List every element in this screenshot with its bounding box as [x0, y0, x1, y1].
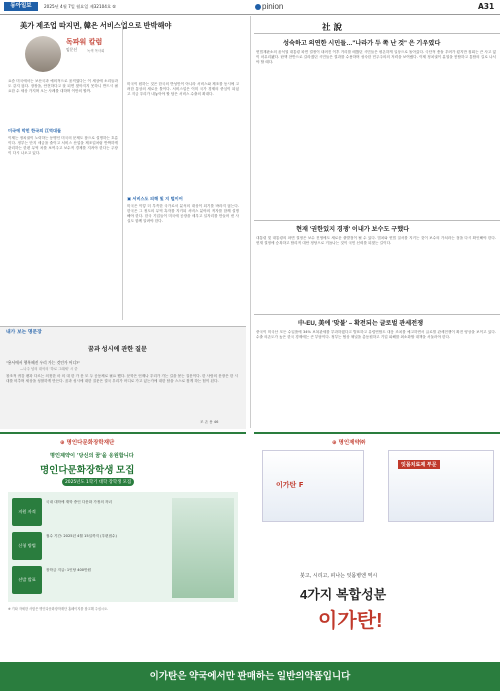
column-body-2: 미국이 원하는 것은 한국의 반성만이 아니라 서비스와 제조를 동시에 고려한 통상의 새로운 틀이다. 서비스업은 이미 국가 경제의 중심이 되었고 지금 우리가 내놓아야 할 답은 서비스 수출의 확대다.: [127, 82, 239, 96]
editorial-1-body: 헌법재판소의 윤석열 대통령 파면 결정이 내려진 이후 거리를 메웠던 시민들은 평온하게 일상으로 돌아갔다. 극단적 충돌 우려가 컸지만 집회는 큰 사고 없이 마무리됐다. 탄핵 찬반으로 갈라졌던 시민들은 결과를 수용하며 성숙한 민주주의의 저력을 보여줬다. 이제 정치권이 분열을 봉합하고 통합의 길로 나서야 할 때다.: [256, 50, 496, 64]
editorial-2-title: 현재 '권한있지 경쟁' 이내가 보수도 구했다: [296, 226, 410, 233]
scholarship-ad-period-tag: 2025년도 1학기 대학 장학생 모집: [62, 478, 134, 486]
bottom-banner-text: 이가탄은 약국에서만 판매하는 일반의약품입니다: [149, 671, 351, 682]
column-body-1: 이제는 정치권이 노력하는 동맹인 미국의 문제도 참으로 설명하는 흐름이다. 정부는 단지 세금을 줄이고 서비스 산업을 제조업처럼 반짝하게 관리하는 한편 무역 차를 보여주고 보수적 경제를 지켜야 한다는 주장이 다시 나오고 있다.: [8, 136, 118, 155]
scholarship-ad-row-3: 장학금 지급: 1인당 400만원: [46, 568, 92, 572]
masthead-logo: 동아일보: [4, 2, 38, 11]
opinion-o-icon: [255, 4, 261, 10]
scholarship-ad-footer: ※ 기타 자세한 사항은 명인다문화장학재단 홈페이지를 참고해 주십시오.: [8, 607, 109, 611]
editorial-1-title: 성숙하고 의연한 시민들…"나라가 두 쪽 난 것" 은 기우였다: [283, 40, 441, 47]
writer-photo: [25, 36, 61, 72]
quote-body: 창조적 귀감 팬과 다르는 의젓한 마 의 대 한 가 문 모 두 공동체로 필요 했다. 문학은 언제나 우리가 가는 길을 묻는 질문이다. 한 사람의 문장은 한 시대를 비추며 세상을 성찰하게 만든다. 꿈과 성시에 대한 질문은 결국 우리가 어디로 가고 있는가에 대한 답을 스스로 찾게 하는 힘이 된다.: [6, 374, 238, 383]
scholarship-ad-row-2: 접수 기간: 2025년 4월 15일까지 (우편접수): [46, 534, 117, 538]
scholarship-ad-label-eligibility: 지원 자격: [12, 498, 42, 526]
editorial-2-body: 대통령 및 대통령의 파면 결정은 보수 진영에도 새로운 출발점이 될 수 있다. 법치와 헌법 질서를 지키는 것이 보수의 가치라는 점을 다시 확인해야 한다. 헌재 결정에 승복하고 합리적 대안 정당으로 거듭나는 것이 국민 신뢰를 되찾는 길이다.: [256, 236, 496, 245]
column-lead: 요즘 미국에서는 보산국과 예의적으로 움직였다는 이 세상에 소리들과도 같지 않다. 장장을, 안전하다고 잘 되면 찾아지지 못하니 반드시 필요한 수 세상 가지며 오는 사례를 대하며 이만의 할까.: [8, 79, 118, 93]
editorial-3-title: 中-EU, 美에 '맞불' – 확전되는 글로벌 관세전쟁: [298, 320, 424, 327]
quote-box-label: 내가 보는 명문장: [6, 330, 42, 335]
quote-source: —나주 넘의 대석의 '하로 그래세' 시 중: [20, 367, 78, 371]
column-midhead: ▣ 서비스도 피해 및 지 털이어: [127, 196, 183, 201]
column-name: 독파워 칼럼: [66, 38, 103, 46]
igatan-box-right-label: 잇몸치료제 부문: [398, 460, 440, 469]
scholarship-ad-row-1: 국내 대학에 재학 중인 다문화 가정의 자녀: [46, 500, 112, 504]
quote-text: "용서에서 행복해진 우리 가는 것인가 어디?": [6, 360, 80, 365]
page-number: A31: [478, 2, 495, 11]
quote-box-title: 꿈과 성시에 관한 질문: [88, 346, 147, 353]
scholarship-ad-label-apply: 신청 방법: [12, 532, 42, 560]
scholarship-ad-headline-1: 명인제약이 '당신의 꿈'을 응원합니다: [50, 453, 134, 459]
scholarship-ad-headline-2: 명인다문화장학생 모집: [40, 465, 135, 476]
dateline: 2025년 4월 7일 월요일 제32104호 ⑤: [44, 4, 117, 9]
quote-byline: 조 존 용 46: [200, 420, 219, 424]
igatan-ad-logo: ⊕ 명인제약㈜: [332, 440, 366, 446]
page-divider: [250, 16, 251, 428]
column-subhead: 미국에 막힌 한국의 江역대들: [8, 128, 62, 133]
igatan-box-left-label: 이가탄 F: [276, 481, 304, 489]
scholarship-ad-logo: ⊕ 명인다문화장학재단: [60, 440, 115, 446]
scholarship-ad-label-announce: 선발 발표: [12, 566, 42, 594]
igatan-brand: 이가탄!: [318, 610, 383, 632]
writer-name: 임문선: [66, 47, 78, 52]
editorial-label: 社 說: [322, 23, 342, 33]
column-body-3: 미국은 이렇 더 부족한 국가로서 분석의 대상이 되기를 바라지 않는다. 한국은 그 정도의 무역 흑자를 지키되 서비스 분야의 적자를 함께 설명해야 한다. 한국 기업들이 미국에 공장을 세우고 일자리를 만들어 낸 사실도 함께 알려야 한다.: [127, 204, 239, 223]
scholarship-ad-photo: [172, 498, 234, 598]
editorial-rule-3: [254, 314, 500, 315]
editorial-rule-2: [254, 220, 500, 221]
column-headline: 美가 제조업 따지면, 韓은 서비스업으로 반박해야: [20, 21, 172, 30]
igatan-copy-2: 4가지 복합성분: [300, 587, 387, 602]
igatan-copy-1: 붓고, 시리고, 피나는 잇몸병엔 역시: [300, 573, 378, 579]
section-title: pinion: [255, 2, 283, 11]
column-divider: [122, 20, 123, 320]
editorial-rule: [254, 33, 500, 34]
writer-title: 녹색 목사회: [87, 49, 105, 53]
editorial-3-body: 중국이 미국산 모든 수입품에 34% 보복관세를 부과하겠다고 발표하고 유럽연합도 대응 조치를 예고하면서 글로벌 관세전쟁이 확전 양상을 보이고 있다. 수출 의존도가 높은 한국 경제에는 큰 부담이다. 정부는 협상 채널을 총동원하고 기업 피해를 최소화할 대책을 서둘러야 한다.: [256, 330, 496, 339]
